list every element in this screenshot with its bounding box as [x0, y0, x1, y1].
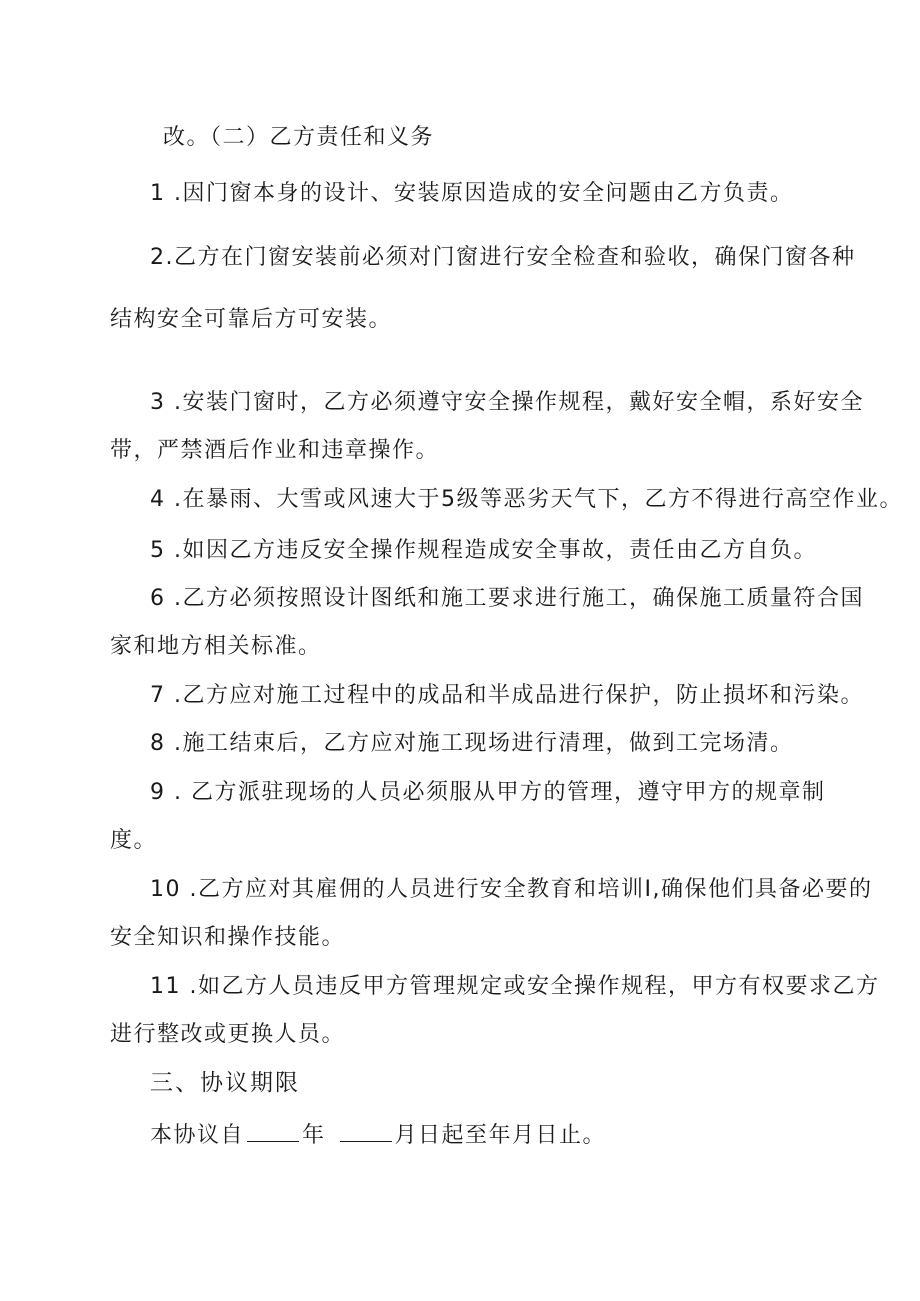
text-line-16: 安全知识和操作技能。: [110, 925, 346, 950]
text-line-9: 6 .乙方必须按照设计图纸和施工要求进行施工，确保施工质量符合国: [150, 586, 864, 611]
text-line-17: 11 .如乙方人员违反甲方管理规定或安全操作规程，甲方有权要求乙方: [150, 974, 880, 999]
text-line-2: 1 .因门窗本身的设计、安装原因造成的安全问题由乙方负责。: [150, 181, 794, 206]
term-year-label: 年: [302, 1123, 326, 1148]
text-line-7: 4 .在暴雨、大雪或风速大于5级等恶劣天气下，乙方不得进行高空作业。: [150, 487, 903, 512]
text-line-10: 家和地方相关标准。: [110, 634, 322, 659]
term-prefix: 本协议自: [150, 1123, 245, 1148]
text-line-6: 带，严禁酒后作业和违章操作。: [110, 438, 440, 463]
text-line-13: 9 . 乙方派驻现场的人员必须服从甲方的管理，遵守甲方的规章制: [150, 780, 826, 805]
text-line-12: 8 .施工结束后，乙方应对施工现场进行清理，做到工完场清。: [150, 731, 794, 756]
month-blank: [340, 1121, 392, 1142]
text-line-15: 10 .乙方应对其雇佣的人员进行安全教育和培训I,确保他们具备必要的: [150, 877, 873, 902]
text-line-5: 3 .安装门窗时，乙方必须遵守安全操作规程，戴好安全帽，系好安全: [150, 390, 864, 415]
agreement-term-line: [150, 1121, 606, 1150]
text-line-4: 结构安全可靠后方可安装。: [110, 307, 393, 332]
section-heading: 三、协议期限: [150, 1070, 300, 1096]
text-line-3: 2.乙方在门窗安装前必须对门窗进行安全检查和验收，确保门窗各种: [150, 245, 856, 270]
text-line-18: 进行整改或更换人员。: [110, 1022, 346, 1047]
text-line-1: 改。（二）乙方责任和义务: [163, 125, 435, 150]
term-suffix: 月日起至年月日止。: [394, 1123, 607, 1148]
year-blank: [247, 1121, 299, 1142]
text-line-11: 7 .乙方应对施工过程中的成品和半成品进行保护，防止损坏和污染。: [150, 683, 864, 708]
text-line-8: 5 .如因乙方违反安全操作规程造成安全事故，责任由乙方自负。: [150, 538, 817, 563]
text-line-14: 度。: [110, 828, 158, 853]
